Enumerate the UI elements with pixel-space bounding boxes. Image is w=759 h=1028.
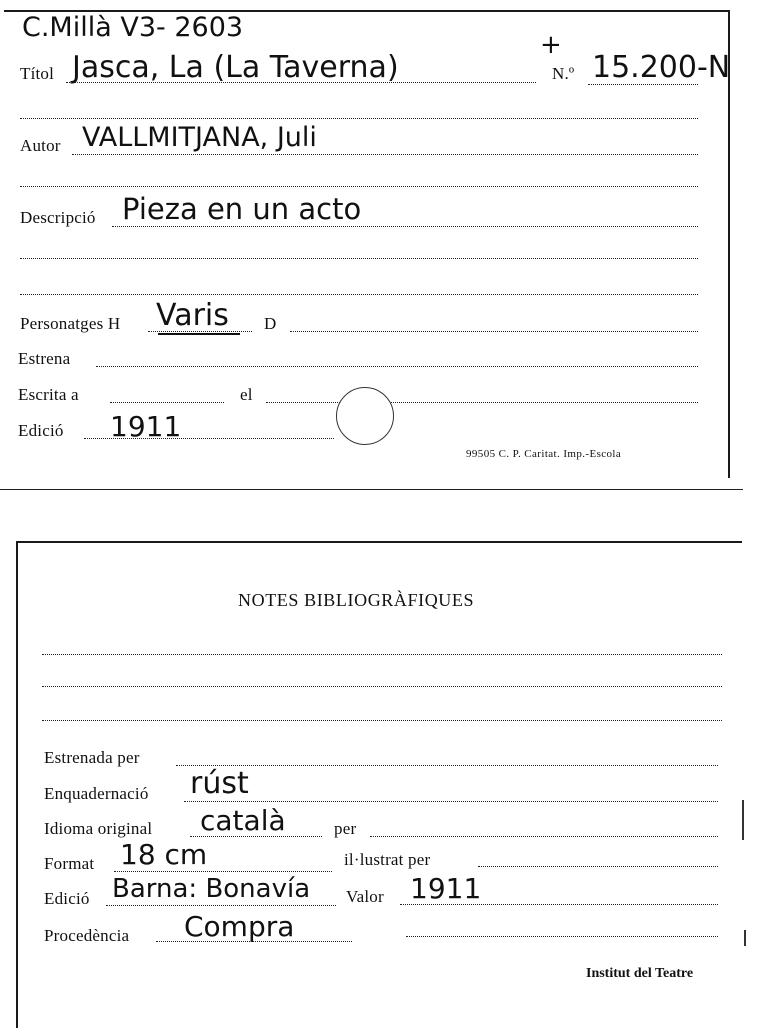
original-language-label: Idioma original (44, 819, 153, 838)
characters-underline (158, 333, 240, 335)
edition-label: Edició (18, 421, 64, 440)
author-value: VALLMITJANA, Juli (82, 122, 317, 153)
characters-d-label: D (264, 314, 277, 333)
characters-h-line (148, 331, 252, 332)
title-line (66, 82, 536, 83)
author-line (72, 154, 698, 155)
characters-d-line (290, 331, 698, 332)
provenance-line-2 (406, 936, 718, 937)
written-on-label: el (240, 385, 253, 404)
notes-line-2 (42, 686, 722, 687)
format-line (114, 871, 332, 872)
illustrated-by-label: il·lustrat per (344, 850, 431, 869)
notes-line-3 (42, 720, 722, 721)
title-value: Jasca, La (La Taverna) (72, 50, 399, 85)
edge-mark-2 (744, 930, 746, 946)
value-value: 1911 (410, 872, 482, 905)
premiered-by-line (176, 765, 718, 766)
translated-by-line (370, 836, 718, 837)
card-separator (0, 489, 743, 490)
translated-by-label: per (334, 819, 357, 838)
edition-line (84, 438, 334, 439)
written-label: Escrita a (18, 385, 79, 404)
characters-label: Personatges H (20, 314, 121, 333)
catalog-reference: C.Millà V3- 2603 (22, 12, 244, 43)
edge-mark (742, 800, 744, 840)
characters-value: Varis (156, 298, 229, 333)
edition-value: 1911 (110, 410, 182, 443)
title-continuation-line (20, 118, 698, 119)
back-edition-value: Barna: Bonavía (112, 874, 311, 904)
format-label: Format (44, 854, 95, 873)
title-label: Títol (20, 64, 55, 83)
original-language-value: català (200, 804, 286, 837)
number-value: 15.200-N (592, 50, 731, 85)
provenance-line (156, 941, 352, 942)
author-continuation-line (20, 186, 698, 187)
description-line-2 (20, 258, 698, 259)
binding-label: Enquadernació (44, 784, 149, 803)
description-label: Descripció (20, 208, 96, 227)
written-place-line (110, 402, 224, 403)
notes-heading: NOTES BIBLIOGRÀFIQUES (238, 590, 475, 610)
number-line (588, 84, 698, 85)
author-label: Autor (20, 136, 61, 155)
premiered-by-label: Estrenada per (44, 748, 140, 767)
provenance-label: Procedència (44, 926, 130, 945)
original-language-line (190, 836, 322, 837)
format-value: 18 cm (120, 838, 208, 871)
institute-stamp: Institut del Teatre (586, 966, 694, 981)
illustrated-by-line (478, 866, 718, 867)
cross-mark: + (540, 30, 562, 60)
notes-line-1 (42, 654, 722, 655)
value-line (400, 904, 718, 905)
binding-line (184, 801, 718, 802)
back-edition-line (106, 905, 336, 906)
value-label: Valor (346, 887, 384, 906)
punch-hole (336, 387, 394, 445)
back-edition-label: Edició (44, 889, 90, 908)
description-value: Pieza en un acto (122, 192, 362, 226)
premiere-line (96, 366, 698, 367)
printer-imprint: 99505 C. P. Caritat. Imp.-Escola (466, 448, 622, 460)
description-line (112, 226, 698, 227)
written-date-line (266, 402, 698, 403)
premiere-label: Estrena (18, 349, 71, 368)
provenance-value: Compra (184, 910, 295, 943)
description-line-3 (20, 294, 698, 295)
binding-value: rúst (190, 766, 249, 801)
number-label: N.º (552, 64, 575, 83)
